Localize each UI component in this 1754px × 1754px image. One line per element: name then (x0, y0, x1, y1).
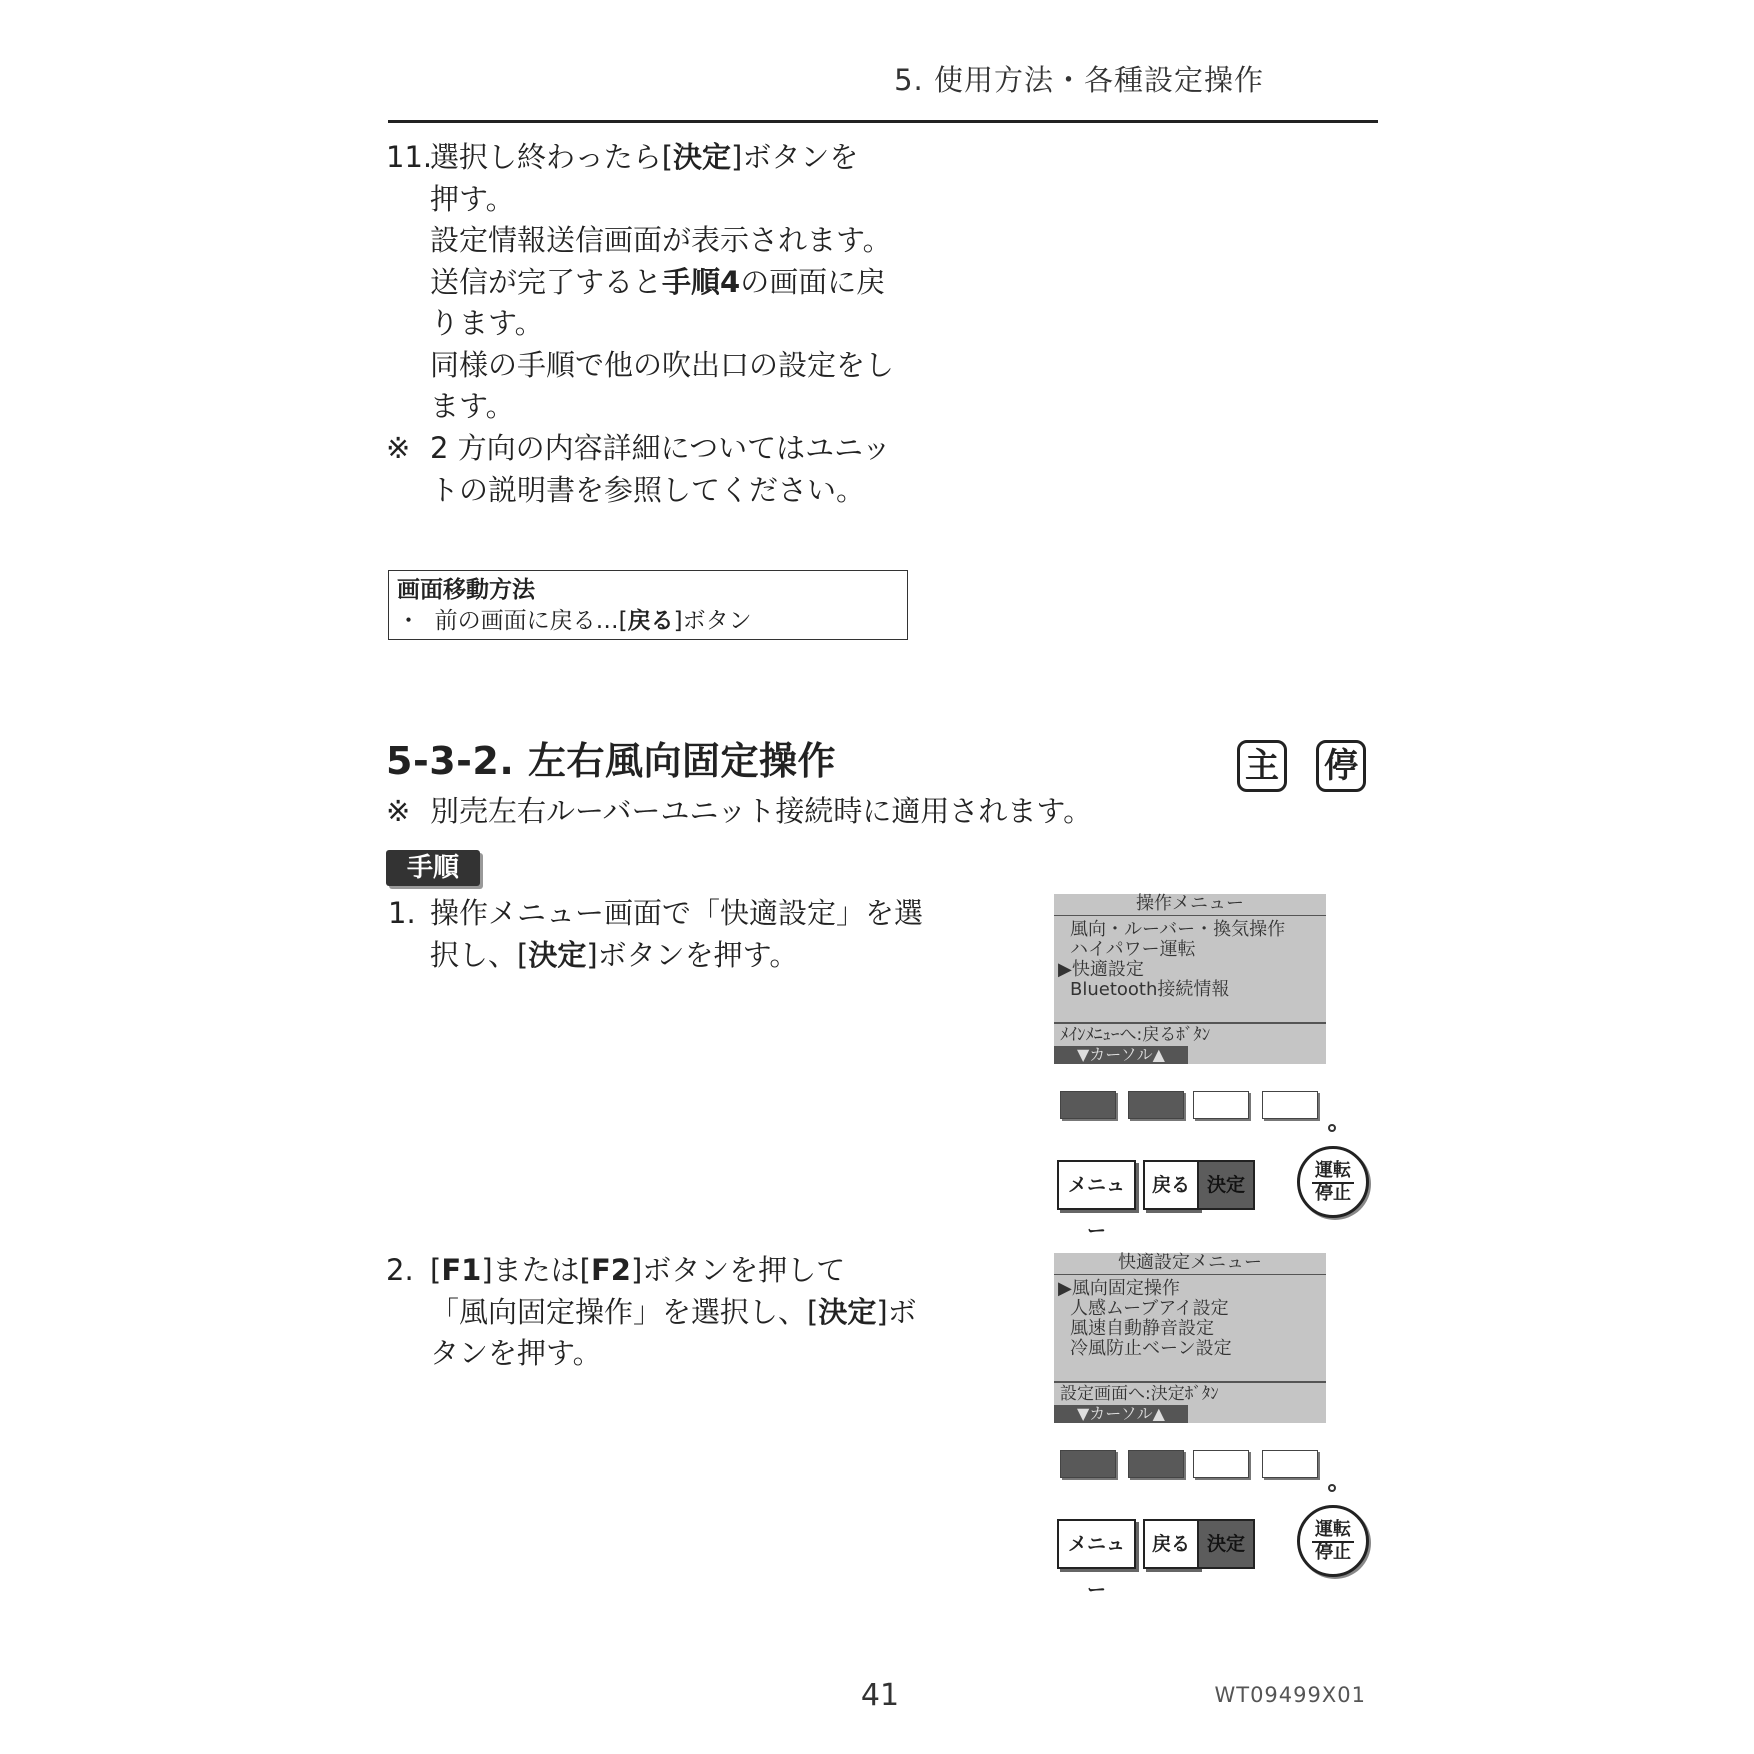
step-11-line-3: 設定情報送信画面が表示されます。 (430, 223, 892, 257)
main-mode-icon: 主 (1237, 740, 1287, 792)
step-11-line-6: 同様の手順で他の吹出口の設定をし (430, 347, 895, 382)
lcd-menu-item: 冷風防止ベーン設定 (1070, 1338, 1232, 1359)
stop-mode-icon: 停 (1316, 740, 1366, 792)
step-1-text (430, 893, 930, 976)
operation-lamp (1328, 1484, 1336, 1492)
navigation-box-item: ・ 前の画面に戻る…[戻る]ボタン (397, 608, 752, 634)
f3-key[interactable] (1193, 1450, 1249, 1478)
lcd-cursor-hint: ▼カーソル▲ (1054, 1046, 1188, 1064)
f1-key[interactable] (1060, 1450, 1116, 1478)
steps-badge: 手順 (386, 850, 480, 886)
lcd-screen (1054, 1253, 1326, 1423)
lcd-menu-item: 風速自動静音設定 (1070, 1318, 1214, 1339)
lcd-footer-hint: ﾒｲﾝﾒﾆｭｰへ:戻るﾎﾞﾀﾝ (1060, 1025, 1211, 1045)
ok-button[interactable]: 決定 (1197, 1519, 1255, 1569)
on-off-label-top: 運転 (1315, 1160, 1351, 1181)
section-note-mark: ※ (386, 794, 411, 828)
step-11-number: 11. (386, 140, 433, 174)
page-number: 41 (860, 1678, 900, 1713)
step-2-text (430, 1250, 930, 1375)
lcd-title: 操作メニュー (1054, 894, 1326, 916)
step-11-line-7: ます。 (430, 389, 515, 423)
section-title: 5-3-2. 左右風向固定操作 (386, 739, 837, 783)
lcd-menu-item: Bluetooth接続情報 (1070, 979, 1230, 1000)
menu-button[interactable]: メニュー (1057, 1160, 1136, 1210)
operation-lamp (1328, 1124, 1336, 1132)
lcd-menu-item: 風向・ルーバー・換気操作 (1070, 919, 1286, 940)
header-title: 5. 使用方法・各種設定操作 (894, 63, 1264, 97)
on-off-button[interactable] (1297, 1505, 1369, 1577)
step-11-text (430, 137, 910, 428)
f4-key[interactable] (1262, 1450, 1318, 1478)
lcd-menu-item: ハイパワー運転 (1070, 939, 1196, 960)
on-off-button[interactable] (1297, 1146, 1369, 1218)
note-line-2: トの説明書を参照してください。 (430, 472, 866, 507)
note-mark: ※ (386, 431, 411, 465)
ok-button[interactable]: 決定 (1197, 1160, 1255, 1210)
lcd-footer-hint: 設定画面へ:決定ﾎﾞﾀﾝ (1060, 1384, 1219, 1404)
step-2-line-2: 「風向固定操作」を選択し、[決定]ボ (430, 1294, 917, 1329)
note-line-1: 2 方向の内容詳細についてはユニッ (430, 431, 891, 465)
step-2-line-1: [F1]または[F2]ボタンを押して (430, 1253, 846, 1287)
step-1-line-2: 択し、[決定]ボタンを押す。 (430, 937, 799, 972)
step-2-number: 2. (386, 1253, 414, 1287)
lcd-title: 快適設定メニュー (1054, 1253, 1326, 1275)
header-divider (388, 120, 1378, 123)
on-off-label-bottom: 停止 (1315, 1183, 1351, 1204)
back-button[interactable]: 戻る (1143, 1160, 1199, 1210)
back-button[interactable]: 戻る (1143, 1519, 1199, 1569)
lcd-screen (1054, 894, 1326, 1064)
section-note: 別売左右ルーバーユニット接続時に適用されます。 (430, 794, 1093, 828)
f4-key[interactable] (1262, 1091, 1318, 1119)
lcd-divider (1054, 1381, 1326, 1383)
document-code: WT09499X01 (1214, 1683, 1366, 1707)
screen-navigation-box (388, 570, 908, 640)
f1-key[interactable] (1060, 1091, 1116, 1119)
menu-button[interactable]: メニュー (1057, 1519, 1136, 1569)
f2-key[interactable] (1128, 1450, 1184, 1478)
step-1-number: 1. (388, 896, 416, 930)
on-off-label-top: 運転 (1315, 1519, 1351, 1540)
lcd-cursor-hint: ▼カーソル▲ (1054, 1405, 1188, 1423)
step-11-line-5: ります。 (430, 306, 544, 340)
note-text (430, 428, 910, 511)
lcd-menu-item-selected: ▶風向固定操作 (1058, 1278, 1180, 1299)
lcd-menu-item-selected: ▶快適設定 (1058, 959, 1144, 980)
step-1-line-1: 操作メニュー画面で「快適設定」を選 (430, 896, 924, 930)
step-11-line-1: 選択し終わったら[決定]ボタンを (430, 140, 859, 174)
f3-key[interactable] (1193, 1091, 1249, 1119)
step-11-line-2: 押す。 (430, 181, 515, 216)
step-2-line-3: タンを押す。 (430, 1336, 602, 1370)
navigation-box-title: 画面移動方法 (397, 577, 535, 603)
step-11-line-4: 送信が完了すると手順4の画面に戻 (430, 264, 886, 299)
lcd-menu-item: 人感ムーブアイ設定 (1070, 1298, 1229, 1319)
lcd-divider (1054, 1022, 1326, 1024)
f2-key[interactable] (1128, 1091, 1184, 1119)
on-off-label-bottom: 停止 (1315, 1542, 1351, 1563)
